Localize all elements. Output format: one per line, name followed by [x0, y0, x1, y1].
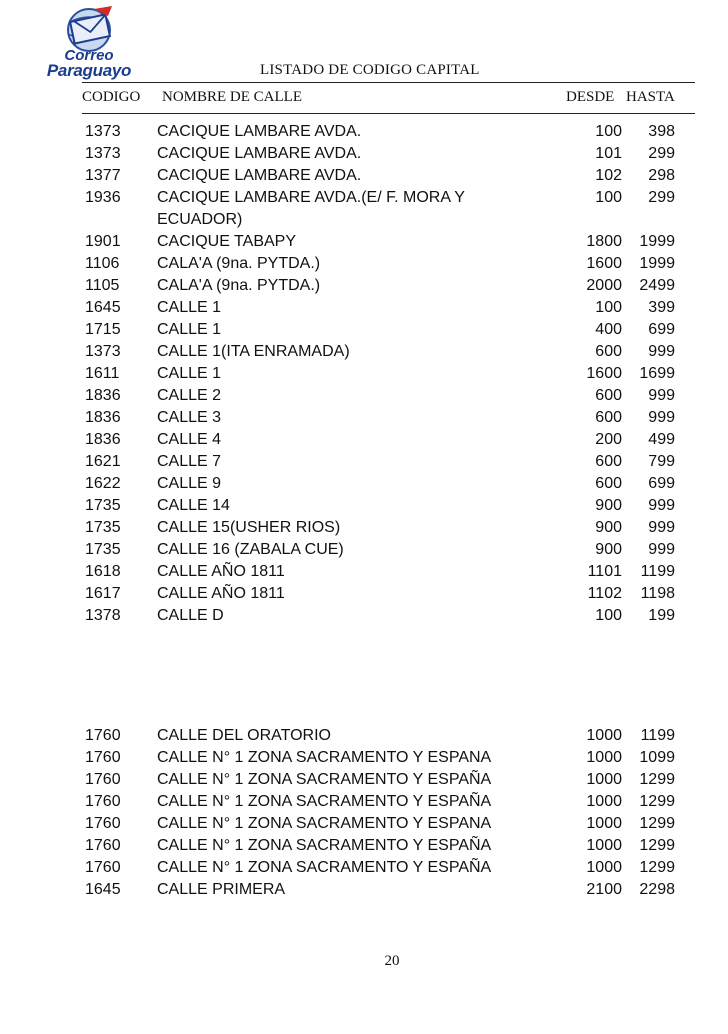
code-cell: 1936: [85, 189, 121, 206]
street-name-cell: CALLE N° 1 ZONA SACRAMENTO Y ESPAÑA: [157, 793, 492, 810]
to-number-cell: 2298: [639, 881, 675, 898]
to-number-cell: 1299: [639, 859, 675, 876]
to-number-cell: 999: [648, 497, 675, 514]
to-number-cell: 1199: [640, 563, 675, 580]
code-cell: 1760: [85, 771, 121, 788]
code-cell: 1760: [85, 859, 121, 876]
from-number-cell: 100: [595, 607, 622, 624]
correo-paraguayo-logo: [34, 6, 144, 82]
street-name-cell: CALLE AÑO 1811: [157, 563, 285, 580]
street-name-cell: CALLE N° 1 ZONA SACRAMENTO Y ESPAÑA: [157, 859, 492, 876]
to-number-cell: 699: [648, 475, 675, 492]
street-name-cell: CALA'A (9na. PYTDA.): [157, 277, 321, 294]
street-name-cell: CALLE 1: [157, 365, 222, 382]
to-number-cell: 1299: [639, 815, 675, 832]
code-cell: 1735: [85, 519, 121, 536]
code-cell: 1378: [85, 607, 121, 624]
street-name-cell: CALLE 16 (ZABALA CUE): [157, 541, 344, 558]
from-number-cell: 100: [595, 189, 622, 206]
from-number-cell: 1000: [586, 815, 622, 832]
from-number-cell: 600: [595, 475, 622, 492]
from-number-cell: 1000: [586, 793, 622, 810]
code-cell: 1618: [85, 563, 121, 580]
code-cell: 1901: [85, 233, 121, 250]
from-number-cell: 900: [595, 519, 622, 536]
header-rule-top: [82, 82, 695, 83]
code-cell: 1373: [85, 123, 121, 140]
to-number-cell: 399: [648, 299, 675, 316]
street-name-cell: CALLE 7: [157, 453, 222, 470]
code-cell: 1645: [85, 299, 121, 316]
column-header-codigo: CODIGO: [82, 89, 141, 105]
to-number-cell: 999: [648, 343, 675, 360]
street-name-cell: CALLE 3: [157, 409, 222, 426]
to-number-cell: 1699: [639, 365, 675, 382]
street-name-cell: CALLE D: [157, 607, 224, 624]
page-title: LISTADO DE CODIGO CAPITAL: [260, 62, 480, 78]
header-rule-bottom: [82, 113, 695, 114]
from-number-cell: 2000: [586, 277, 622, 294]
from-number-cell: 400: [595, 321, 622, 338]
street-name-cell: CALA'A (9na. PYTDA.): [157, 255, 321, 272]
from-number-cell: 101: [595, 145, 622, 162]
to-number-cell: 699: [648, 321, 675, 338]
street-name-cell: CALLE PRIMERA: [157, 881, 286, 898]
to-number-cell: 1299: [639, 793, 675, 810]
code-cell: 1760: [85, 749, 121, 766]
from-number-cell: 100: [595, 299, 622, 316]
to-number-cell: 299: [648, 189, 675, 206]
from-number-cell: 600: [595, 409, 622, 426]
street-name-cell: CALLE N° 1 ZONA SACRAMENTO Y ESPAÑA: [157, 837, 492, 854]
logo-line-2: Paraguayo: [46, 61, 132, 80]
from-number-cell: 1000: [586, 727, 622, 744]
street-name-cell: CALLE 1: [157, 299, 222, 316]
street-name-cell: CACIQUE LAMBARE AVDA.: [157, 123, 362, 140]
to-number-cell: 2499: [639, 277, 675, 294]
from-number-cell: 1800: [586, 233, 622, 250]
from-number-cell: 102: [595, 167, 622, 184]
code-cell: 1836: [85, 431, 121, 448]
from-number-cell: 100: [595, 123, 622, 140]
code-cell: 1106: [85, 255, 120, 272]
to-number-cell: 1299: [639, 837, 675, 854]
code-cell: 1373: [85, 145, 121, 162]
street-name-cell: CALLE N° 1 ZONA SACRAMENTO Y ESPANA: [157, 815, 492, 832]
logo-wordmark: [34, 48, 144, 78]
page-number: 20: [384, 953, 400, 969]
from-number-cell: 2100: [586, 881, 622, 898]
street-name-cell: CALLE N° 1 ZONA SACRAMENTO Y ESPAÑA: [157, 771, 492, 788]
column-header-hasta: HASTA: [626, 89, 675, 105]
street-name-cell: CALLE 2: [157, 387, 222, 404]
code-cell: 1373: [85, 343, 121, 360]
code-cell: 1836: [85, 387, 121, 404]
to-number-cell: 499: [648, 431, 675, 448]
code-cell: 1735: [85, 497, 121, 514]
code-cell: 1622: [85, 475, 121, 492]
from-number-cell: 600: [595, 387, 622, 404]
code-cell: 1617: [85, 585, 121, 602]
code-cell: 1377: [85, 167, 121, 184]
to-number-cell: 398: [648, 123, 675, 140]
to-number-cell: 999: [648, 541, 675, 558]
to-number-cell: 999: [648, 519, 675, 536]
from-number-cell: 200: [595, 431, 622, 448]
code-cell: 1760: [85, 837, 121, 854]
street-name-cell: CACIQUE LAMBARE AVDA.(E/ F. MORA Y ECUADOR): [157, 189, 465, 228]
column-header-desde: DESDE: [566, 89, 615, 105]
to-number-cell: 999: [648, 409, 675, 426]
code-cell: 1760: [85, 793, 121, 810]
code-cell: 1760: [85, 727, 121, 744]
from-number-cell: 600: [595, 343, 622, 360]
street-name-cell: CALLE N° 1 ZONA SACRAMENTO Y ESPANA: [157, 749, 492, 766]
street-name-cell: CACIQUE LAMBARE AVDA.: [157, 167, 362, 184]
code-cell: 1735: [85, 541, 121, 558]
to-number-cell: 1099: [639, 749, 675, 766]
to-number-cell: 799: [648, 453, 675, 470]
street-name-cell: CALLE DEL ORATORIO: [157, 727, 331, 744]
to-number-cell: 1999: [639, 233, 675, 250]
to-number-cell: 1199: [640, 727, 675, 744]
street-name-cell: CACIQUE TABAPY: [157, 233, 296, 250]
from-number-cell: 1600: [586, 255, 622, 272]
from-number-cell: 1101: [587, 563, 622, 580]
from-number-cell: 1000: [586, 749, 622, 766]
to-number-cell: 1198: [640, 585, 675, 602]
to-number-cell: 1299: [639, 771, 675, 788]
street-name-cell: CALLE 15(USHER RIOS): [157, 519, 341, 536]
to-number-cell: 999: [648, 387, 675, 404]
from-number-cell: 1000: [586, 859, 622, 876]
from-number-cell: 900: [595, 497, 622, 514]
to-number-cell: 199: [648, 607, 675, 624]
code-cell: 1715: [85, 321, 121, 338]
street-name-cell: CALLE 1(ITA ENRAMADA): [157, 343, 350, 360]
from-number-cell: 1102: [587, 585, 622, 602]
street-name-cell: CACIQUE LAMBARE AVDA.: [157, 145, 362, 162]
to-number-cell: 299: [648, 145, 675, 162]
code-cell: 1621: [85, 453, 121, 470]
from-number-cell: 900: [595, 541, 622, 558]
logo-line-1: Correo: [64, 47, 114, 64]
from-number-cell: 1600: [586, 365, 622, 382]
code-cell: 1760: [85, 815, 121, 832]
street-name-cell: CALLE 4: [157, 431, 222, 448]
code-cell: 1836: [85, 409, 121, 426]
to-number-cell: 1999: [639, 255, 675, 272]
code-cell: 1105: [85, 277, 120, 294]
street-name-cell: CALLE AÑO 1811: [157, 585, 285, 602]
to-number-cell: 298: [648, 167, 675, 184]
column-header-nombre: NOMBRE DE CALLE: [162, 89, 302, 105]
from-number-cell: 1000: [586, 771, 622, 788]
street-name-cell: CALLE 1: [157, 321, 222, 338]
from-number-cell: 600: [595, 453, 622, 470]
street-name-cell: CALLE 14: [157, 497, 230, 514]
street-name-cell: CALLE 9: [157, 475, 222, 492]
code-cell: 1645: [85, 881, 121, 898]
from-number-cell: 1000: [586, 837, 622, 854]
code-cell: 1611: [85, 365, 120, 382]
